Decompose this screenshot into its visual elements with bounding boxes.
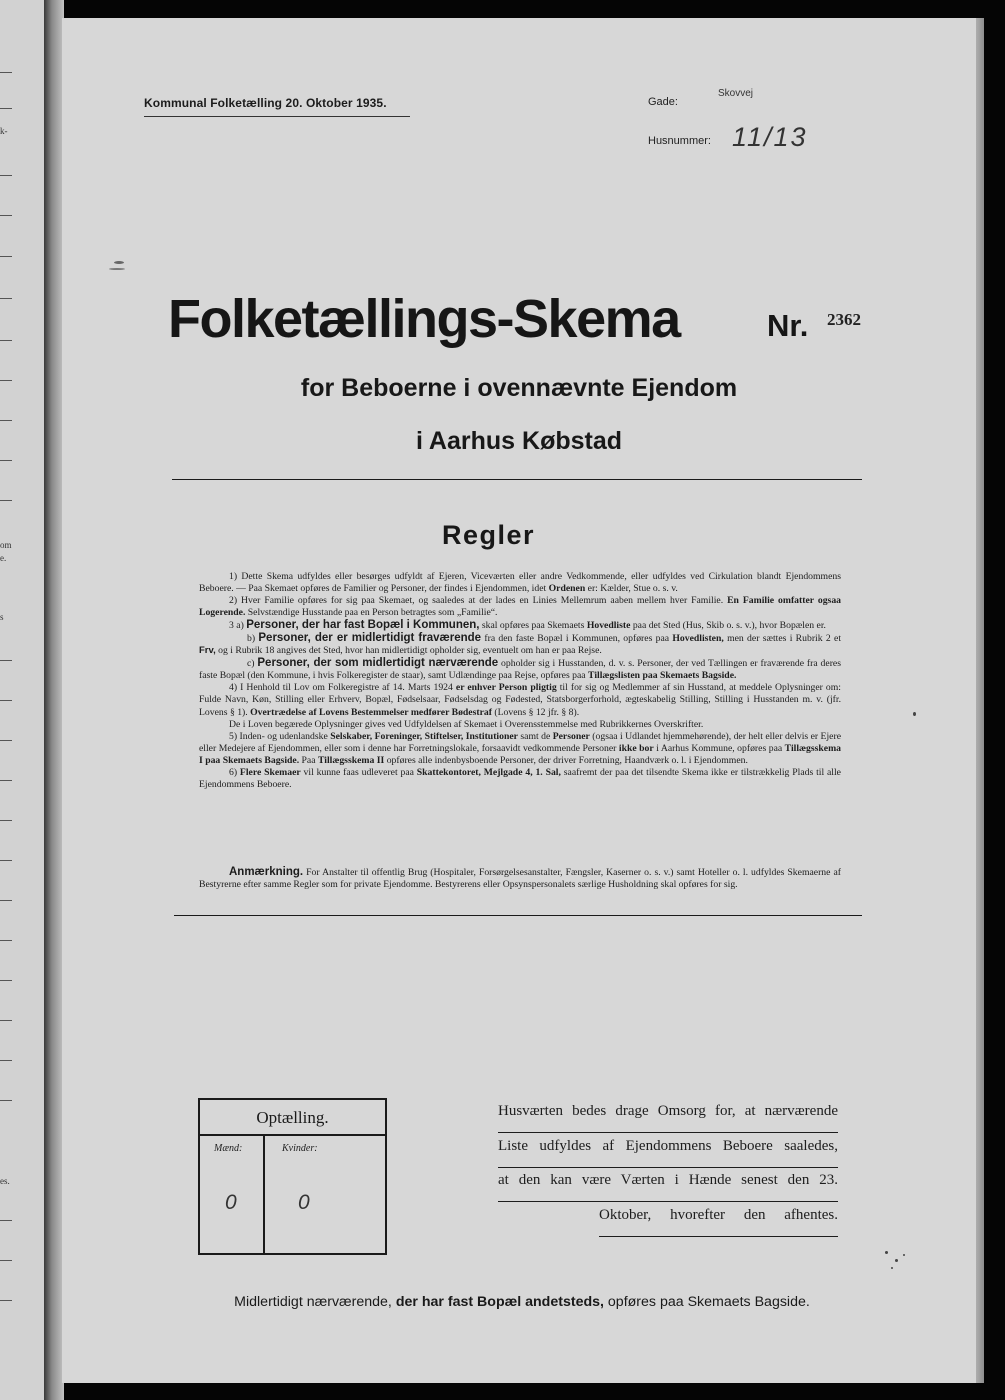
rule-1: 1) Dette Skema udfyldes eller besørges udfyldt af Ejeren, Viceværten eller andre Vedkommende, eller udfyldes ved Cirkulation blandt Ejendommens Beboere. — Paa Skemaet opføres de Familier og Personer, der findes i Ejendommen, idet Ordenen er: Kælder, Stue o. s. v. bbox=[199, 571, 841, 595]
ink-smudge bbox=[109, 268, 125, 270]
speck bbox=[895, 1259, 898, 1262]
rule-3a: 3 a) Personer, der har fast Bopæl i Kommunen, skal opføres paa Skemaets Hovedliste paa det Sted (Hus, Skib o. s. v.), hvor Bopælen er. bbox=[229, 619, 826, 632]
strip-fragment: es. bbox=[0, 1176, 10, 1186]
notice-line-3: at den kan være Værten i Hænde senest den 23. bbox=[498, 1172, 838, 1202]
rule-4: 4) I Henhold til Lov om Folkeregistre af 14. Marts 1924 er enhver Person pligtig til for sig og Medlemmer af sin Husstand, at meddele Oplysninger om: Fulde Navn, Køn, Stilling eller Erhverv, Bopæl, Fødselsaar, Fødselsdag og Fødested, Statsborgerforhold, ægteskabelig Stilling, Stilling i Husstanden m. v. (jfr. Lovens § 1). Overtrædelse af Lovens Bestemmelser medfører Bødestraf (Lovens § 12 jfr. § 8). bbox=[199, 682, 841, 718]
rule-4-note: De i Loven begærede Oplysninger gives ved Udfyldelsen af Skemaet i Overensstemmelse med Rubrikkernes Overskrifter. bbox=[229, 718, 704, 730]
speck bbox=[891, 1267, 893, 1269]
gade-label: Gade: bbox=[648, 96, 678, 108]
count-header-line bbox=[200, 1134, 385, 1136]
maend-count: 0 bbox=[225, 1191, 237, 1214]
form-number: 2362 bbox=[827, 310, 861, 329]
census-form-page bbox=[62, 18, 976, 1383]
footer-note: Midlertidigt nærværende, der har fast Bopæl andetsteds, opføres paa Skemaets Bagside. bbox=[234, 1294, 810, 1310]
rule-3b: b) Personer, der er midlertidigt fraværende fra den faste Bopæl i Kommunen, opføres paa Hovedlisten, men der sættes i Rubrik 2 et Frv, og i Rubrik 18 angives det Sted, hvor han midlertidigt opholder sig, eventuelt om han er paa Rejse. bbox=[199, 632, 842, 657]
speck bbox=[913, 712, 916, 716]
rule-6: 6) Flere Skemaer vil kunne faas udleveret paa Skattekontoret, Mejlgade 4, 1. Sal, saafremt der paa det tilsendte Skema ikke er tilstrækkelig Plads til alle Ejendommens Beboere. bbox=[199, 766, 841, 790]
kvinder-label: Kvinder: bbox=[282, 1143, 318, 1154]
notice-line-2: Liste udfyldes af Ejendommens Beboere saaledes, bbox=[498, 1138, 838, 1168]
anmaerkning-note bbox=[199, 866, 841, 892]
strip-fragment: s bbox=[0, 612, 4, 622]
husnummer-value: 11/13 bbox=[732, 122, 808, 152]
speck bbox=[885, 1251, 888, 1254]
rules-heading: Regler bbox=[442, 520, 536, 550]
kvinder-count: 0 bbox=[298, 1191, 310, 1214]
anmaerkning-label: Anmærkning. bbox=[229, 866, 304, 878]
form-subtitle: for Beboerne i ovennævnte Ejendom bbox=[300, 374, 738, 402]
rule-3c: c) Personer, der som midlertidigt nærværende opholder sig i Husstanden, d. v. s. Personer, der ved Tællingen er fraværende fra deres faste Bopæl (den Kommune, i hvis Folkeregister de staar), samt Udlændinge paa Rejse, opføres paa Tillægslisten paa Skemaets Bagside. bbox=[199, 657, 841, 682]
rules-text bbox=[199, 571, 841, 791]
strip-fragment: om bbox=[0, 540, 12, 550]
form-title: Folketællings-Skema bbox=[168, 289, 680, 349]
strip-fragment: e. bbox=[0, 553, 7, 563]
divider bbox=[174, 915, 862, 916]
husnummer-label: Husnummer: bbox=[648, 135, 711, 147]
adjacent-page-strip bbox=[0, 0, 44, 1400]
census-header: Kommunal Folketælling 20. Oktober 1935. bbox=[144, 96, 410, 117]
rule-2: 2) Hver Familie opføres for sig paa Skemaet, og saaledes at der lades en Linies Mellemrum aaben mellem hver Familie. En Familie omfatter ogsaa Logerende. Selvstændige Husstande paa en Person betragtes som „Familie“. bbox=[199, 595, 842, 619]
notice-line-1: Husværten bedes drage Omsorg for, at nærværende bbox=[498, 1103, 838, 1133]
count-box bbox=[198, 1098, 387, 1255]
maend-label: Mænd: bbox=[214, 1143, 243, 1154]
gade-value: Skovvej bbox=[718, 88, 754, 99]
ink-smudge bbox=[114, 261, 124, 264]
strip-fragment: k- bbox=[0, 126, 8, 136]
count-title: Optælling. bbox=[256, 1108, 329, 1127]
notice-line-4: Oktober, hvorefter den afhentes. bbox=[599, 1207, 838, 1237]
count-column-divider bbox=[263, 1134, 265, 1255]
rule-5: 5) Inden- og udenlandske Selskaber, Foreninger, Stiftelser, Institutioner samt de Personer (ogsaa i Udlandet hjemmehørende), der helt eller delvis er Ejere eller Medejere af Ejendommen, eller som i denne har Forretningslokale, forsaavidt vedkommende Personer ikke bor i Aarhus Kommune, opføres paa Tillægsskema I paa Skemaets Bagside. Paa Tillægsskema II opføres alle indenbysboende Personer, der driver Forretning, Haandværk o. l. i Ejendommen. bbox=[199, 730, 842, 766]
divider bbox=[172, 479, 862, 480]
anmaerkning-text: For Anstalter til offentlig Brug (Hospitaler, Forsørgelsesanstalter, Fængsler, Kaserner o. s. v.) samt Hoteller o. l. udfyldes Skemaerne af Bestyrerne efter samme Regler som for private Ejendomme. Bestyrerens eller Opsynspersonalets særlige Husholdning skal opføres for sig. bbox=[199, 867, 841, 891]
book-gutter bbox=[44, 0, 64, 1400]
speck bbox=[903, 1254, 905, 1256]
number-label: Nr. bbox=[767, 308, 809, 343]
form-location: i Aarhus Købstad bbox=[415, 427, 623, 455]
